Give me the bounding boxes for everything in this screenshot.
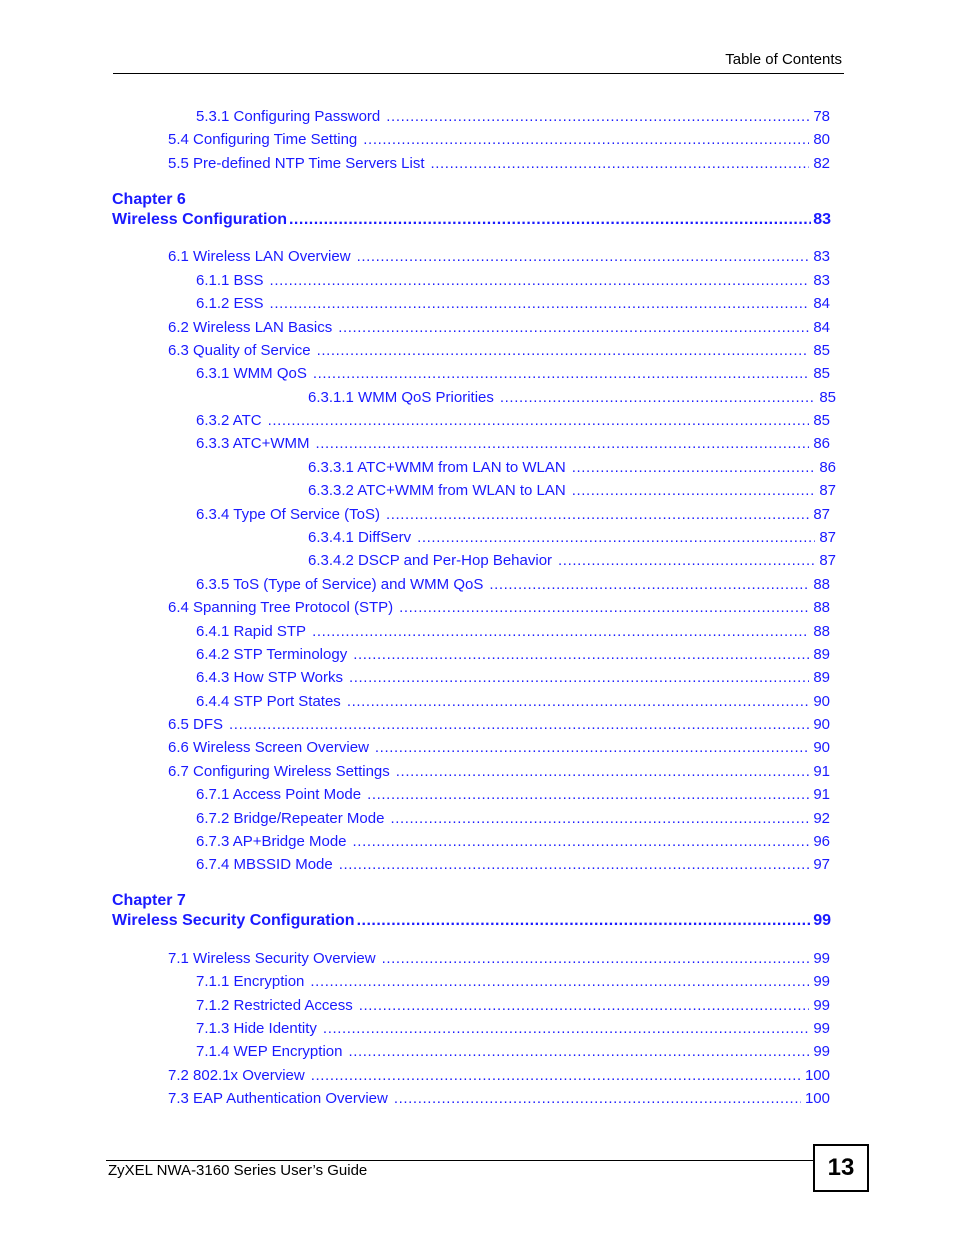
toc-entry[interactable]: 6.4.4 STP Port States ..... 90: [196, 693, 830, 713]
toc-entry[interactable]: 6.3.5 ToS (Type of Service) and WMM QoS ..... 88: [196, 576, 830, 596]
toc-entry[interactable]: 6.3.1.1 WMM QoS Priorities ..... 85: [308, 389, 836, 409]
toc-entry[interactable]: 7.1.3 Hide Identity ..... 99: [196, 1020, 830, 1040]
toc-entry[interactable]: 7.1 Wireless Security Overview ..... 99: [168, 950, 830, 970]
toc-entry[interactable]: 6.7.2 Bridge/Repeater Mode ..... 92: [196, 810, 830, 830]
toc-entry[interactable]: 6.6 Wireless Screen Overview ..... 90: [168, 739, 830, 759]
footer-guide-title: ZyXEL NWA-3160 Series User’s Guide: [108, 1162, 368, 1179]
toc-entry[interactable]: 6.1.1 BSS ..... 83: [196, 272, 830, 292]
toc-entry[interactable]: 6.3.1 WMM QoS ..... 85: [196, 365, 830, 385]
page-header-title: Table of Contents: [725, 51, 842, 68]
toc-entry[interactable]: 6.2 Wireless LAN Basics ..... 84: [168, 319, 830, 339]
toc-entry[interactable]: 6.7.3 AP+Bridge Mode ..... 96: [196, 833, 830, 853]
chapter-label[interactable]: Chapter 7: [112, 892, 186, 909]
chapter-title-entry[interactable]: Wireless Security Configuration ..... 99: [112, 912, 831, 930]
toc-entry[interactable]: 6.1 Wireless LAN Overview ..... 83: [168, 248, 830, 268]
toc-entry[interactable]: 6.3.2 ATC ..... 85: [196, 412, 830, 432]
toc-entry[interactable]: 5.4 Configuring Time Setting ..... 80: [168, 131, 830, 151]
footer-rule: [106, 1160, 814, 1161]
toc-entry[interactable]: 7.2 802.1x Overview ..... 100: [168, 1067, 830, 1087]
toc-entry[interactable]: 6.4.2 STP Terminology ..... 89: [196, 646, 830, 666]
toc-entry[interactable]: 6.1.2 ESS ..... 84: [196, 295, 830, 315]
toc-entry[interactable]: 6.3.4.1 DiffServ ..... 87: [308, 529, 836, 549]
toc-entry[interactable]: 6.7.4 MBSSID Mode ..... 97: [196, 856, 830, 876]
toc-entry[interactable]: 6.5 DFS ..... 90: [168, 716, 830, 736]
toc-entry[interactable]: 5.3.1 Configuring Password ..... 78: [196, 108, 830, 128]
toc-entry[interactable]: 6.3.4.2 DSCP and Per-Hop Behavior ..... 87: [308, 552, 836, 572]
toc-entry[interactable]: 7.1.2 Restricted Access ..... 99: [196, 997, 830, 1017]
toc-entry[interactable]: 7.3 EAP Authentication Overview ..... 100: [168, 1090, 830, 1110]
toc-entry[interactable]: 6.3.3.1 ATC+WMM from LAN to WLAN ..... 86: [308, 459, 836, 479]
toc-entry[interactable]: 6.4.3 How STP Works ..... 89: [196, 669, 830, 689]
toc-entry[interactable]: 7.1.4 WEP Encryption ..... 99: [196, 1043, 830, 1063]
toc-entry[interactable]: 6.3.3.2 ATC+WMM from WLAN to LAN ..... 87: [308, 482, 836, 502]
toc-entry[interactable]: 7.1.1 Encryption ..... 99: [196, 973, 830, 993]
toc-entry[interactable]: 6.4 Spanning Tree Protocol (STP) ..... 88: [168, 599, 830, 619]
toc-entry[interactable]: 6.7.1 Access Point Mode ..... 91: [196, 786, 830, 806]
toc-entry[interactable]: 6.4.1 Rapid STP ..... 88: [196, 623, 830, 643]
page-number: 13: [813, 1144, 869, 1192]
chapter-label[interactable]: Chapter 6: [112, 191, 186, 208]
toc-entry[interactable]: 6.7 Configuring Wireless Settings ..... 91: [168, 763, 830, 783]
toc-entry[interactable]: 5.5 Pre-defined NTP Time Servers List ..... 82: [168, 155, 830, 175]
chapter-title-entry[interactable]: Wireless Configuration ..... 83: [112, 211, 831, 229]
toc-entry[interactable]: 6.3.4 Type Of Service (ToS) ..... 87: [196, 506, 830, 526]
toc-entry[interactable]: 6.3.3 ATC+WMM ..... 86: [196, 435, 830, 455]
toc-entry[interactable]: 6.3 Quality of Service ..... 85: [168, 342, 830, 362]
